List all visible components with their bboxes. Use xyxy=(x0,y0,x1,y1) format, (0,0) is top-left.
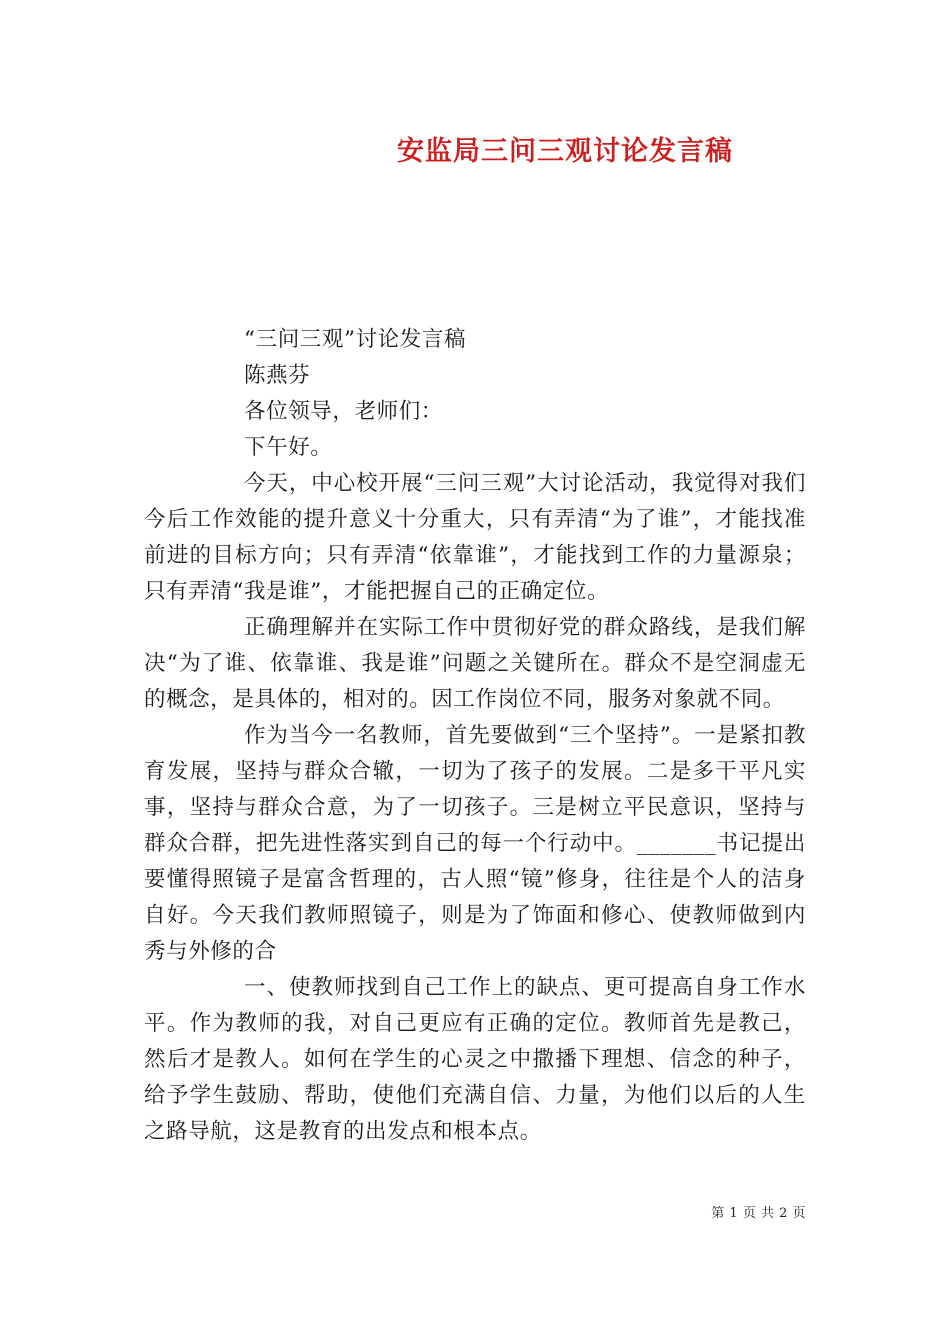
document-body xyxy=(144,322,806,1150)
salutation: 各位领导，老师们： xyxy=(244,399,443,424)
page-number-footer: 第 1 页 共 2 页 xyxy=(711,1206,806,1221)
greeting: 下午好。 xyxy=(244,435,333,460)
document-title: 安监局三问三观讨论发言稿 xyxy=(397,136,733,167)
paragraph-three-persistences: 作为当今一名教师，首先要做到“三个坚持”。一是紧扣教育发展，坚持与群众合辙，一切为了孩子的发展。二是多干平凡实事，坚持与群众合意，为了一切孩子。三是树立平民意识，坚持与群众合群，把先进性落实到自己的每一个行动中。_______书记提出要懂得照镜子是富含哲理的，古人照“镜”修身，往往是个人的洁身自好。今天我们教师照镜子，则是为了饰面和修心、使教师做到内秀与外修的合 xyxy=(144,723,806,964)
speech-title: “三问三观”讨论发言稿 xyxy=(244,327,467,352)
paragraph-intro: 今天，中心校开展“三问三观”大讨论活动，我觉得对我们今后工作效能的提升意义十分重大，只有弄清“为了谁”，才能找准前进的目标方向；只有弄清“依靠谁”，才能找到工作的力量源泉；只有弄清“我是谁”，才能把握自己的正确定位。 xyxy=(144,471,806,604)
paragraph-mass-line: 正确理解并在实际工作中贯彻好党的群众路线，是我们解决“为了谁、依靠谁、我是谁”问题之关键所在。群众不是空洞虚无的概念，是具体的，相对的。因工作岗位不同，服务对象就不同。 xyxy=(144,615,806,712)
author-name: 陈燕芬 xyxy=(244,363,311,388)
paragraph-point-one: 一、使教师找到自己工作上的缺点、更可提高自身工作水平。作为教师的我，对自己更应有正确的定位。教师首先是教己，然后才是教人。如何在学生的心灵之中撒播下理想、信念的种子，给予学生鼓励、帮助，使他们充满自信、力量，为他们以后的人生之路导航，这是教育的出发点和根本点。 xyxy=(144,975,806,1144)
